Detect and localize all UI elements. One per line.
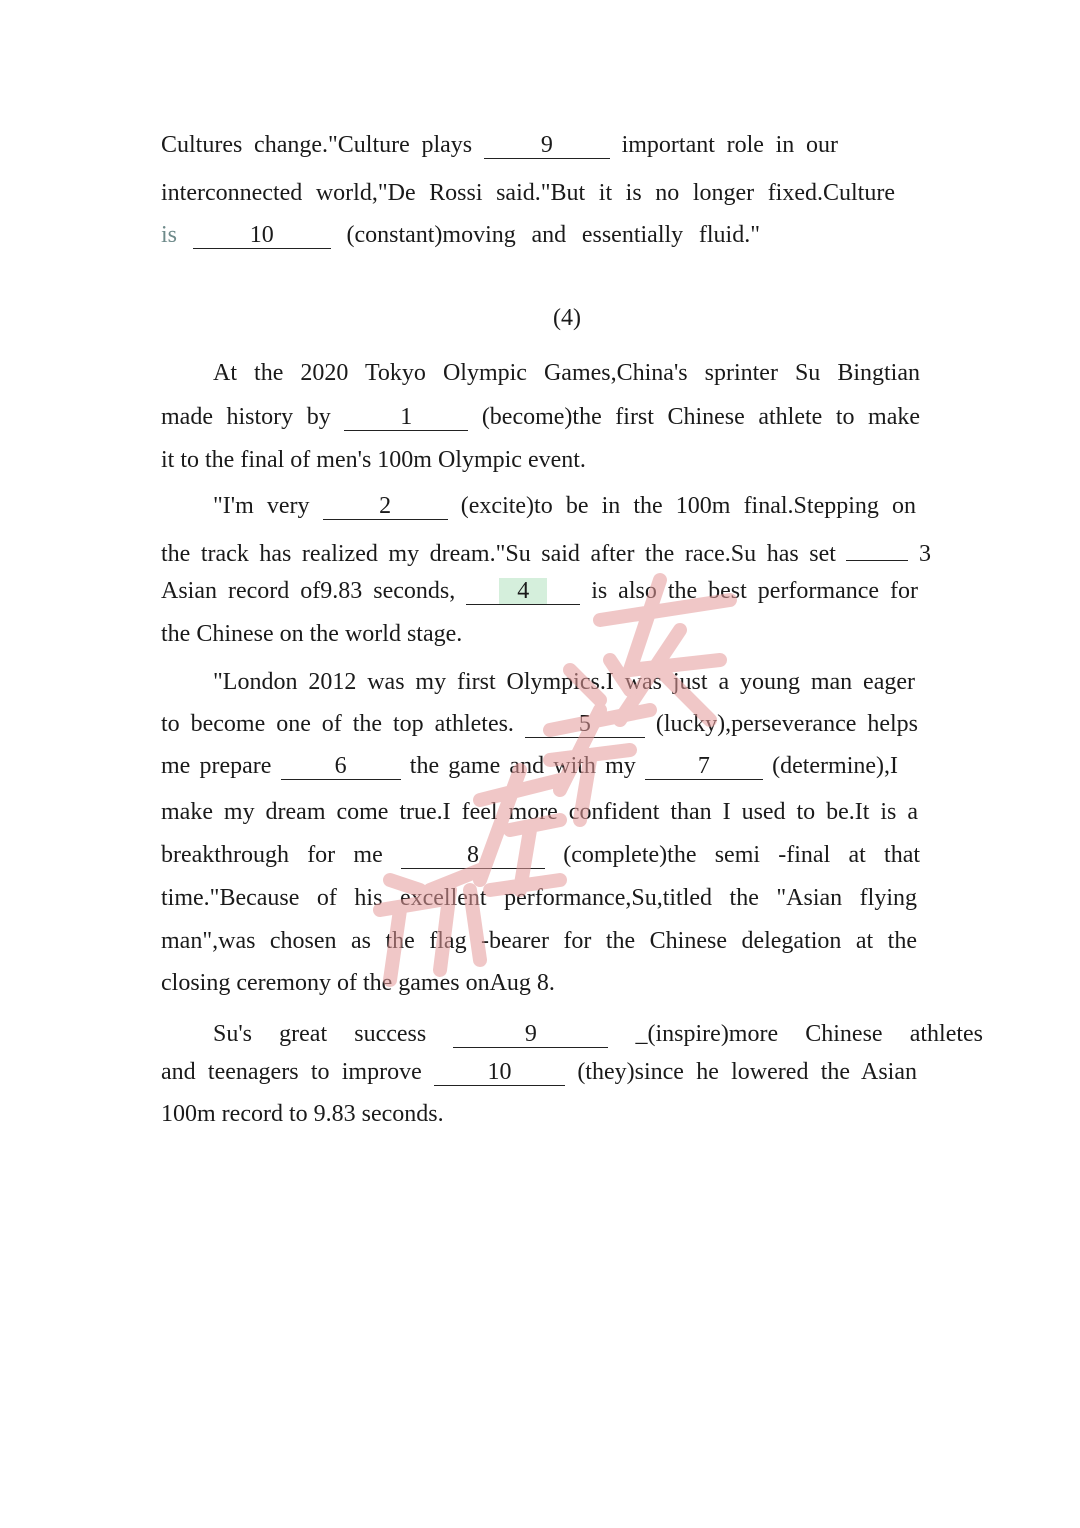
text-line <box>161 840 920 870</box>
text-segment: interconnected world,"De Rossi said."But it is no longer fixed.Culture <box>161 180 895 206</box>
text-line <box>161 968 595 998</box>
blank-number: 4 <box>499 578 547 604</box>
answer-blank[interactable] <box>525 711 645 738</box>
answer-blank[interactable] <box>466 578 580 605</box>
text-line <box>161 534 931 567</box>
blank-number: 5 <box>578 711 591 737</box>
text-line <box>161 576 918 606</box>
section-heading <box>500 303 634 333</box>
blank-number: 1 <box>400 404 413 430</box>
text-segment: time."Because of his excellent performance,Su,titled the "Asian flying <box>161 885 917 911</box>
answer-blank[interactable] <box>645 753 763 780</box>
text-segment: "London 2012 was my first Olympics.I was just a young man eager <box>213 669 915 695</box>
text-segment: breakthrough for me <box>161 842 383 868</box>
text-line <box>161 751 898 781</box>
text-line <box>161 402 920 432</box>
text-line <box>161 709 918 739</box>
text-line <box>161 1057 917 1087</box>
text-segment: it to the final of men's 100m Olympic event. <box>161 447 586 473</box>
answer-blank[interactable] <box>846 534 908 561</box>
blank-number: 10 <box>487 1059 512 1085</box>
text-segment: (they)since he lowered the Asian <box>577 1059 917 1085</box>
text-segment: (complete)the semi -final at that <box>563 842 921 868</box>
text-segment: (constant)moving and essentially fluid." <box>346 222 760 248</box>
answer-blank[interactable] <box>323 493 448 520</box>
text-segment: important role in our <box>621 132 839 158</box>
text-line <box>213 667 915 697</box>
blank-number: 10 <box>249 222 274 248</box>
text-segment: At the 2020 Tokyo Olympic Games,China's sprinter Su Bingtian <box>213 360 920 386</box>
answer-blank[interactable] <box>281 753 401 780</box>
text-line <box>161 619 490 649</box>
blank-number: 6 <box>334 753 347 779</box>
text-segment: make my dream come true.I feel more confident than I used to be.It is a <box>161 799 918 825</box>
blank-number: 7 <box>697 753 710 779</box>
text-line <box>161 1099 470 1129</box>
text-segment: the track has realized my dream."Su said after the race.Su has set <box>161 541 836 567</box>
text-line <box>161 445 620 475</box>
text-segment: 100m record to 9.83 seconds. <box>161 1101 444 1127</box>
text-line <box>161 926 917 956</box>
text-segment: "I'm very <box>213 493 310 519</box>
text-segment: (lucky),perseverance helps <box>655 711 918 737</box>
text-segment: (4) <box>553 305 581 331</box>
text-segment: _(inspire)more Chinese athletes <box>635 1021 984 1047</box>
blank-number: 9 <box>524 1021 537 1047</box>
answer-blank[interactable] <box>484 132 610 159</box>
text-segment: to become one of the top athletes. <box>161 711 514 737</box>
blank-number: 2 <box>379 493 392 519</box>
text-line <box>213 358 920 388</box>
text-segment: 3 <box>919 541 931 567</box>
text-segment: is also the best performance for <box>591 578 918 604</box>
text-line <box>161 130 838 160</box>
text-segment: made history by <box>161 404 331 430</box>
text-line <box>161 883 917 913</box>
text-segment: Asian record of9.83 seconds, <box>161 578 456 604</box>
text-segment: is <box>161 222 178 248</box>
blank-number: 8 <box>466 842 479 868</box>
text-line <box>213 491 916 521</box>
blank-number: 9 <box>540 132 553 158</box>
answer-blank[interactable] <box>193 222 331 249</box>
text-segment: Cultures change."Culture plays <box>161 132 473 158</box>
text-segment: (determine),I <box>772 753 899 779</box>
text-segment: man",was chosen as the flag -bearer for the Chinese delegation at the <box>161 928 917 954</box>
text-line <box>161 797 918 827</box>
text-segment: the Chinese on the world stage. <box>161 621 463 647</box>
text-segment: me prepare <box>161 753 272 779</box>
text-segment: (excite)to be in the 100m final.Stepping on <box>460 493 916 519</box>
text-line <box>161 220 760 250</box>
text-segment: (become)the first Chinese athlete to make <box>481 404 921 430</box>
answer-blank[interactable] <box>434 1059 565 1086</box>
answer-blank[interactable] <box>401 842 545 869</box>
text-segment: Su's great success <box>213 1021 427 1047</box>
text-segment: closing ceremony of the games onAug 8. <box>161 970 555 996</box>
text-segment: and teenagers to improve <box>161 1059 422 1085</box>
text-line <box>213 1019 983 1049</box>
answer-blank[interactable] <box>453 1021 608 1048</box>
text-segment: the game and with my <box>409 753 636 779</box>
answer-blank[interactable] <box>344 404 468 431</box>
text-line <box>161 178 895 208</box>
